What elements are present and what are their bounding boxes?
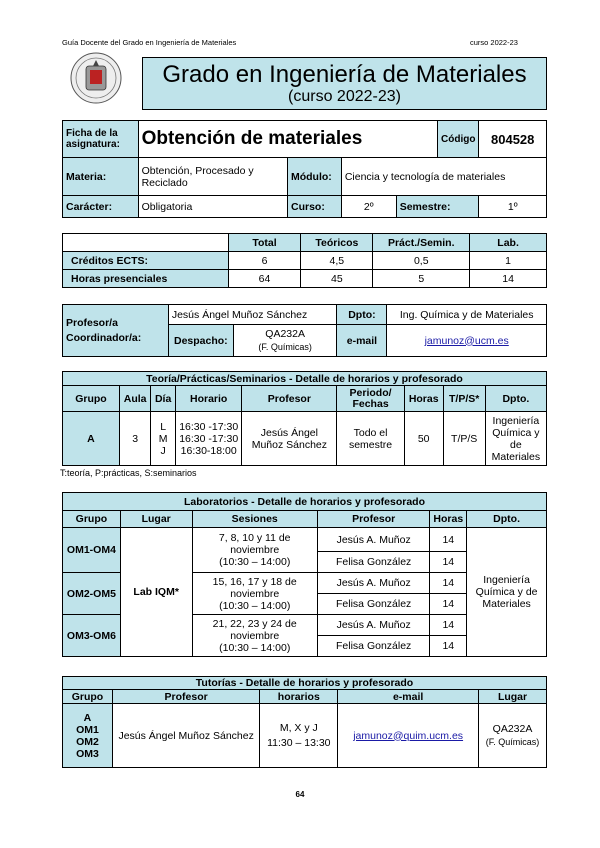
coordinador-name: Jesús Ángel Muñoz Sánchez: [168, 305, 337, 325]
teoria-header: Día: [151, 386, 176, 412]
tutorias-horas: 11:30 – 13:30: [267, 736, 331, 749]
teoria-aula: 3: [119, 412, 150, 466]
creditos-cell: 4,5: [301, 252, 373, 270]
lab-header: Sesiones: [192, 511, 317, 528]
modulo-value: Ciencia y tecnología de materiales: [341, 158, 546, 196]
lab-lugar: Lab IQM*: [120, 528, 192, 657]
lab-header: Lugar: [120, 511, 192, 528]
tutorias-profesor: Jesús Ángel Muñoz Sánchez: [112, 704, 259, 768]
semestre-label: Semestre:: [396, 196, 479, 218]
tutorias-header: e-mail: [338, 690, 479, 704]
lab-horas: 14: [430, 552, 467, 573]
page-subtitle: (curso 2022-23): [288, 88, 401, 105]
teoria-dia: L: [160, 420, 167, 433]
lab-profesor: Jesús A. Muñoz: [317, 573, 429, 594]
lab-profesor: Jesús A. Muñoz: [317, 528, 429, 552]
ficha-label: Ficha de la asignatura:: [63, 121, 139, 158]
tutorias-table: [62, 676, 547, 768]
title-box: [142, 57, 547, 110]
teoria-dia: M: [158, 432, 168, 445]
dpto-value: Ing. Química y de Materiales: [387, 305, 547, 325]
creditos-cell: 5: [373, 270, 470, 288]
caracter-value: Obligatoria: [138, 196, 287, 218]
teoria-header: Dpto.: [485, 386, 546, 412]
creditos-table: [62, 233, 547, 288]
running-header-left: Guía Docente del Grado en Ingeniería de Materiales: [62, 38, 237, 47]
teoria-dia: J: [160, 444, 166, 457]
teoria-horario: 16:30 -17:30: [179, 432, 239, 445]
lab-profesor: Felisa González: [317, 552, 429, 573]
teoria-header: Aula: [119, 386, 150, 412]
creditos-cell: 45: [301, 270, 373, 288]
lab-sesion: 15, 16, 17 y 18 de noviembre: [212, 575, 297, 600]
tutorias-lugar: QA232A: [492, 722, 533, 735]
creditos-header: Lab.: [470, 234, 547, 252]
teoria-header: Horario: [175, 386, 241, 412]
creditos-row-label: Horas presenciales: [63, 270, 229, 288]
creditos-cell: 14: [470, 270, 547, 288]
tutorias-grupo: OM3: [76, 747, 99, 760]
codigo-value: 804528: [479, 121, 547, 158]
semestre-value: 1º: [479, 196, 547, 218]
creditos-cell: 6: [228, 252, 301, 270]
lab-sesion-hora: (10:30 – 14:00): [219, 556, 291, 568]
teoria-grupo: A: [63, 412, 120, 466]
tutorias-header: Profesor: [112, 690, 259, 704]
creditos-header: Total: [228, 234, 301, 252]
teoria-title: Teoría/Prácticas/Seminarios - Detalle de horarios y profesorado: [63, 372, 547, 386]
lab-horas: 14: [430, 528, 467, 552]
teoria-dpto: Ingeniería Química y de Materiales: [485, 412, 546, 466]
despacho-sub: (F. Químicas): [258, 341, 312, 352]
teoria-header: Horas: [404, 386, 443, 412]
creditos-row-label: Créditos ECTS:: [63, 252, 229, 270]
lab-header: Horas: [430, 511, 467, 528]
lab-grupo: OM1-OM4: [63, 528, 121, 573]
lab-header: Dpto.: [467, 511, 547, 528]
laboratorios-table: [62, 492, 547, 657]
creditos-header: Práct./Semin.: [373, 234, 470, 252]
teoria-header: Grupo: [63, 386, 120, 412]
creditos-cell: 1: [470, 252, 547, 270]
lab-sesion: 7, 8, 10 y 11 de noviembre: [218, 532, 291, 556]
tutorias-header: Grupo: [63, 690, 113, 704]
tutorias-email-link[interactable]: jamunoz@quim.ucm.es: [353, 729, 464, 742]
lab-horas: 14: [430, 615, 467, 636]
tutorias-header: Lugar: [479, 690, 547, 704]
creditos-corner: [63, 234, 229, 252]
curso-value: 2º: [341, 196, 396, 218]
tutorias-grupo: OM1: [76, 723, 99, 736]
tutorias-dias: M, X y J: [279, 721, 318, 734]
materia-label: Materia:: [63, 158, 139, 196]
coordinador-table: [62, 304, 547, 357]
university-seal-icon: [70, 52, 122, 104]
creditos-cell: 0,5: [373, 252, 470, 270]
lab-header: Profesor: [317, 511, 429, 528]
ficha-table: [62, 120, 547, 218]
email-label: e-mail: [337, 325, 387, 357]
despacho-label: Despacho:: [168, 325, 233, 357]
page-number: 64: [295, 790, 305, 799]
tutorias-lugar-sub: (F. Químicas): [485, 736, 540, 747]
materia-value: Obtención, Procesado y Reciclado: [138, 158, 287, 196]
lab-sesion: 21, 22, 23 y 24 de noviembre: [212, 617, 297, 642]
codigo-label: Código: [438, 121, 479, 158]
lab-profesor: Jesús A. Muñoz: [317, 615, 429, 636]
asignatura-name: Obtención de materiales: [138, 121, 437, 158]
tutorias-grupo: OM2: [76, 735, 99, 748]
curso-label: Curso:: [287, 196, 341, 218]
teoria-periodo: Todo el semestre: [337, 412, 405, 466]
lab-title: Laboratorios - Detalle de horarios y profesorado: [63, 493, 547, 511]
dpto-label: Dpto:: [337, 305, 387, 325]
teoria-note: T:teoría, P:prácticas, S:seminarios: [60, 468, 197, 478]
running-header-right: curso 2022-23: [470, 38, 518, 47]
lab-sesion-hora: (10:30 – 14:00): [219, 641, 291, 654]
teoria-header: Periodo/ Fechas: [337, 386, 405, 412]
lab-horas: 14: [430, 594, 467, 615]
lab-profesor: Felisa González: [317, 636, 429, 657]
lab-dpto: Ingeniería Química y de Materiales: [467, 528, 547, 657]
lab-header: Grupo: [63, 511, 121, 528]
page-title: Grado en Ingeniería de Materiales: [162, 61, 527, 88]
lab-sesion-hora: (10:30 – 14:00): [219, 599, 291, 612]
teoria-header: Profesor: [242, 386, 337, 412]
teoria-tps: T/P/S: [443, 412, 485, 466]
teoria-table: [62, 371, 547, 466]
tutorias-title: Tutorías - Detalle de horarios y profesorado: [63, 677, 547, 690]
lab-grupo: OM2-OM5: [63, 573, 121, 615]
tutorias-grupo: A: [83, 711, 92, 724]
teoria-horario: 16:30-18:00: [180, 444, 237, 457]
caracter-label: Carácter:: [63, 196, 139, 218]
tutorias-header: horarios: [260, 690, 338, 704]
lab-profesor: Felisa González: [317, 594, 429, 615]
creditos-cell: 64: [228, 270, 301, 288]
creditos-header: Teóricos: [301, 234, 373, 252]
coordinador-email-link[interactable]: jamunoz@ucm.es: [424, 334, 509, 347]
despacho-value: QA232A: [265, 327, 305, 340]
lab-horas: 14: [430, 636, 467, 657]
lab-horas: 14: [430, 573, 467, 594]
teoria-header: T/P/S*: [443, 386, 485, 412]
modulo-label: Módulo:: [287, 158, 341, 196]
lab-grupo: OM3-OM6: [63, 615, 121, 657]
teoria-profesor: Jesús Ángel Muñoz Sánchez: [242, 412, 337, 466]
teoria-horario: 16:30 -17:30: [179, 420, 239, 433]
teoria-horas: 50: [404, 412, 443, 466]
coordinador-label: Profesor/a Coordinador/a:: [63, 305, 169, 357]
